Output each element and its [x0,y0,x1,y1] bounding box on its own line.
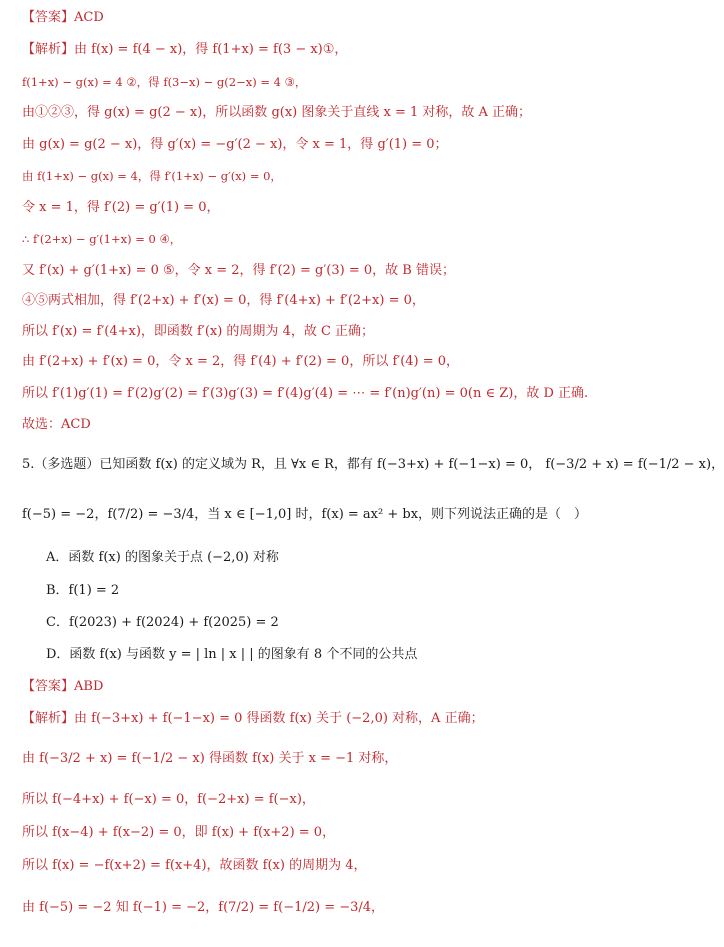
solution2-line: 由 f(−3/2 + x) = f(−1/2 − x) 得函数 f(x) 关于 x = −1 对称， [22,751,398,766]
option-b: B．f(1) = 2 [46,583,120,598]
solution2-line: 【解析】由 f(−3+x) + f(−1−x) = 0 得函数 f(x) 关于 (−2,0) 对称，A 正确； [22,711,484,726]
question-5-line1-tail: f(−3/2 + x) = f(−1/2 − x)， [545,457,724,472]
solution2-line: 所以 f(x−4) + f(x−2) = 0，即 f(x) + f(x+2) = 0， [22,825,336,840]
solution-line: 由 f′(2+x) + f′(x) = 0，令 x = 2，得 f′(4) + f′(2) = 0，所以 f′(4) = 0， [22,354,460,369]
solution-line: 又 f′(x) + g′(1+x) = 0 ⑤，令 x = 2，得 f′(2) = g′(3) = 0，故 B 错误； [22,263,455,278]
solution-line: f(1+x) − g(x) = 4 ②，得 f(3−x) − g(2−x) = 4 ③， [22,75,307,89]
solution-line: 由 g(x) = g(2 − x)，得 g′(x) = −g′(2 − x)，令 x = 1，得 g′(1) = 0； [22,137,448,152]
solution-line: ∴ f′(2+x) − g′(1+x) = 0 ④， [22,232,182,246]
solution-line: 由 f(1+x) − g(x) = 4，得 f′(1+x) − g′(x) = 0， [22,169,282,183]
question-5-line1: 5.（多选题）已知函数 f(x) 的定义域为 R，且 ∀x ∈ R，都有 f(−3+x) + f(−1−x) = 0， [22,457,542,472]
solution-line: 由①②③，得 g(x) = g(2 − x)，所以函数 g(x) 图象关于直线 x = 1 对称，故 A 正确； [22,105,532,120]
solution-line: 所以 f′(x) = f′(4+x)，即函数 f′(x) 的周期为 4，故 C 正确； [22,324,375,339]
answer-label-1: 【答案】ACD [22,10,104,25]
solution-line: 【解析】由 f(x) = f(4 − x)，得 f(1+x) = f(3 − x)①， [22,42,348,57]
solution-line: 所以 f′(1)g′(1) = f′(2)g′(2) = f′(3)g′(3) = f′(4)g′(4) = ⋯ = f′(n)g′(n) = 0(n ∈ Z)，故 D 正确. [22,386,589,401]
question-5-line2: f(−5) = −2，f(7/2) = −3/4，当 x ∈ [−1,0] 时，f(x) = ax² + bx，则下列说法正确的是（ ） [22,507,588,522]
solution-line: 令 x = 1，得 f′(2) = g′(1) = 0， [22,200,220,215]
option-a: A．函数 f(x) 的图象关于点 (−2,0) 对称 [46,550,279,565]
option-c: C．f(2023) + f(2024) + f(2025) = 2 [46,615,279,630]
option-d: D．函数 f(x) 与函数 y = | ln | x | | 的图象有 8 个不同的公共点 [46,647,418,662]
answer-label-2: 【答案】ABD [22,679,104,694]
final-choice: 故选：ACD [22,417,91,432]
solution2-line: 由 f(−5) = −2 知 f(−1) = −2，f(7/2) = f(−1/2) = −3/4， [22,900,385,915]
solution2-line: 所以 f(x) = −f(x+2) = f(x+4)，故函数 f(x) 的周期为 4， [22,858,367,873]
question-5-stem [22,455,724,475]
solution-line: ④⑤两式相加，得 f′(2+x) + f′(x) = 0，得 f′(4+x) + f′(2+x) = 0， [22,293,425,308]
solution2-line: 所以 f(−4+x) + f(−x) = 0，f(−2+x) = f(−x)， [22,792,315,807]
